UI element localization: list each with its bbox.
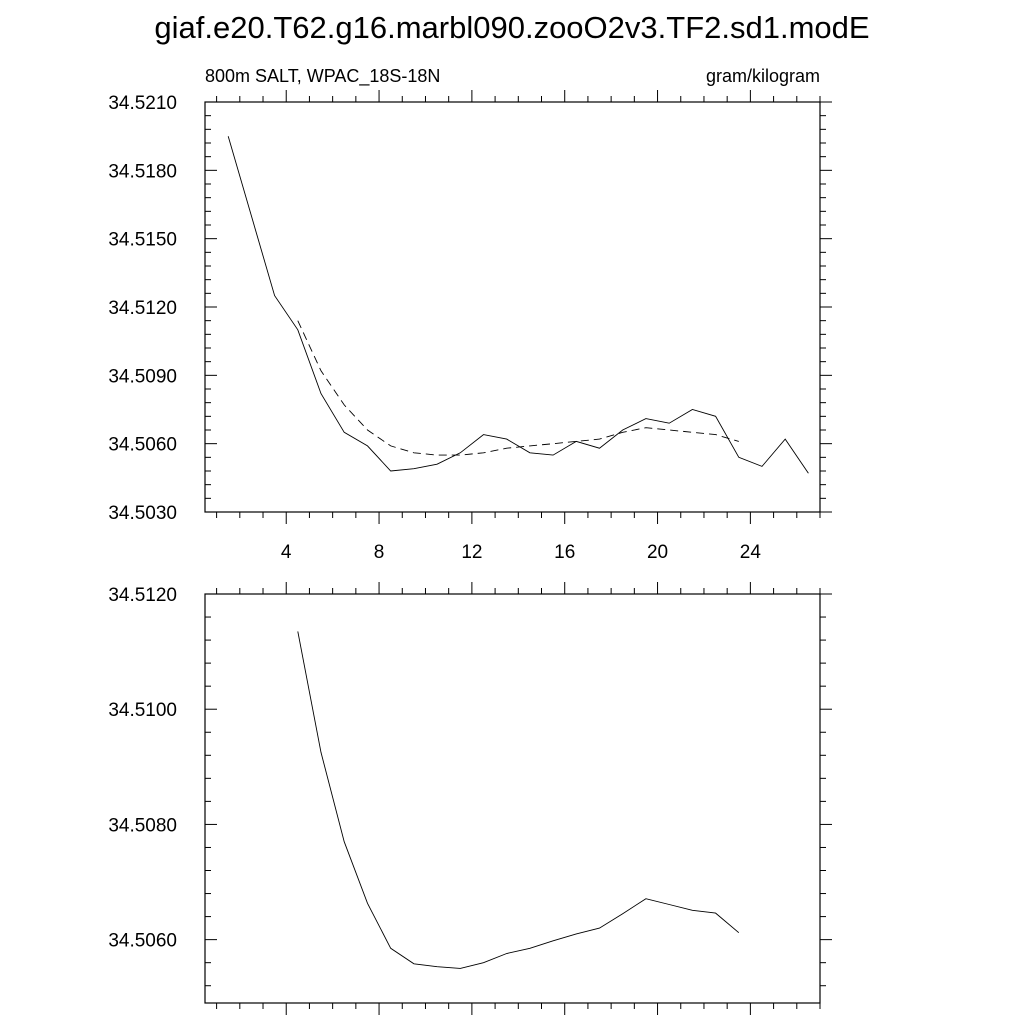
x-tick-label: 4 <box>280 542 292 563</box>
y-tick-label: 34.5030 <box>108 503 177 524</box>
x-tick-label: 24 <box>739 542 761 563</box>
y-tick-label: 34.5210 <box>108 93 177 114</box>
x-tick-label: 16 <box>554 542 576 563</box>
x-tick-label: 8 <box>373 542 385 563</box>
panel-left-label: 800m SALT, WPAC_18S-18N <box>205 66 441 86</box>
y-tick-label: 34.5080 <box>108 815 177 837</box>
plot-frame <box>205 594 820 1003</box>
series-line-solid <box>228 136 808 473</box>
y-tick-label: 34.5060 <box>108 434 177 456</box>
y-tick-label: 34.5180 <box>108 161 177 183</box>
y-tick-label: 34.5120 <box>108 298 177 319</box>
plot-frame <box>205 102 820 512</box>
y-tick-label: 34.5120 <box>108 585 177 606</box>
y-tick-label: 34.5150 <box>108 229 177 251</box>
chart-title: giaf.e20.T62.g16.marbl090.zooO2v3.TF2.sd1.modE <box>154 10 870 45</box>
series-line-solid <box>298 631 739 968</box>
y-tick-label: 34.5090 <box>108 366 177 388</box>
y-tick-label: 34.5060 <box>108 930 177 952</box>
panel-right-label: gram/kilogram <box>705 66 820 86</box>
top-panel <box>108 66 832 563</box>
y-tick-label: 34.5100 <box>108 700 177 722</box>
bottom-panel <box>108 582 832 1015</box>
x-tick-label: 20 <box>646 542 669 563</box>
x-tick-label: 12 <box>461 542 483 563</box>
series-line-dashed <box>298 321 739 455</box>
